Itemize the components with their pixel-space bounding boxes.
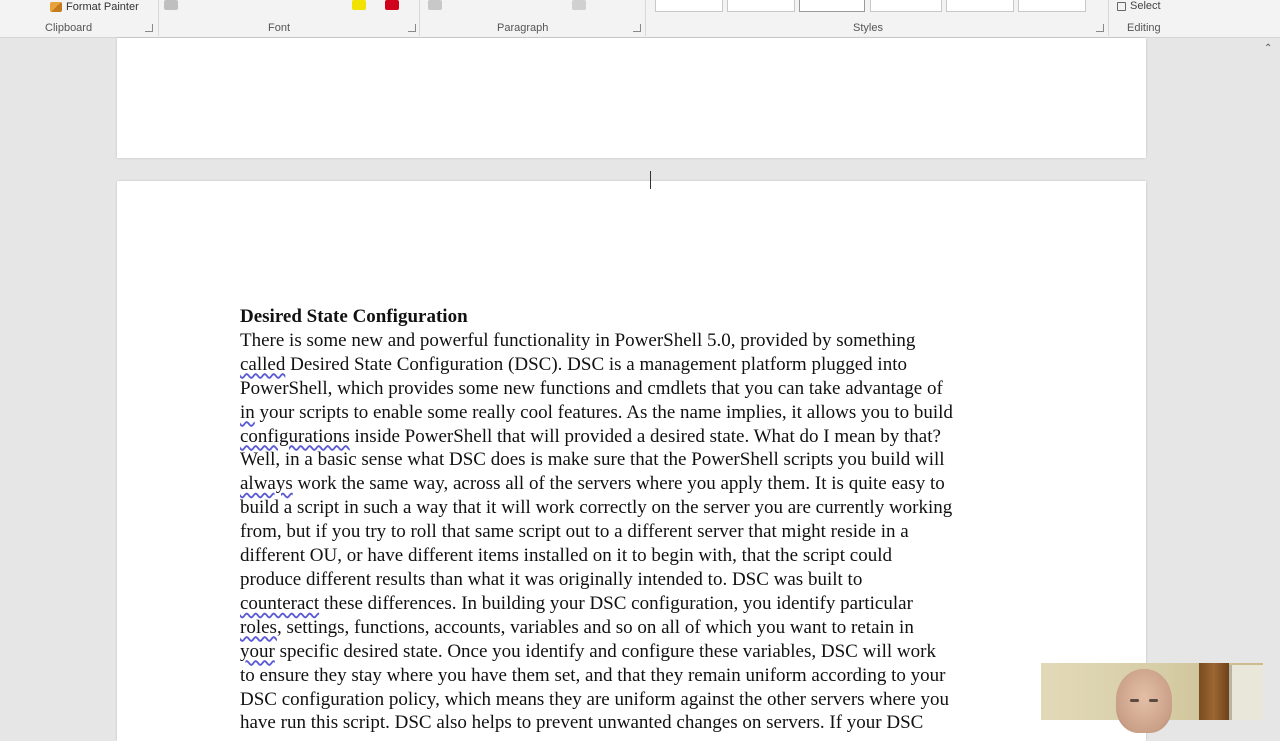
paragraph-line[interactable]: [240, 472, 1040, 496]
document-page-previous[interactable]: [117, 38, 1146, 158]
ribbon-separator: [419, 0, 420, 36]
select-label: Select: [1130, 0, 1161, 12]
format-painter-label: Format Painter: [66, 1, 139, 13]
group-label-font: Font: [268, 22, 291, 34]
style-normal[interactable]: [655, 0, 723, 12]
ribbon-separator: [645, 0, 646, 36]
align-left-icon[interactable]: [428, 0, 442, 10]
document-page[interactable]: [117, 181, 1146, 741]
format-painter-button[interactable]: [50, 0, 139, 14]
spelling-grammar-flag: counteract: [240, 592, 320, 614]
group-label-editing: Editing: [1127, 22, 1161, 34]
text-run: different OU, or have different items installed on it to begin with, that the script could: [240, 545, 893, 567]
select-button[interactable]: [1117, 0, 1161, 12]
text-run: , settings, functions, accounts, variables and so on all of which you want to retain in: [276, 616, 914, 638]
paragraph-line[interactable]: [240, 688, 1040, 712]
paragraph-line[interactable]: [240, 592, 1040, 616]
style-subtitle[interactable]: [1018, 0, 1086, 12]
spelling-grammar-flag: always: [240, 473, 293, 495]
select-cursor-icon: [1117, 2, 1126, 11]
group-label-paragraph: Paragraph: [497, 22, 549, 34]
text-run: produce different results than what it was originally intended to. DSC was built to: [240, 568, 863, 590]
ribbon-separator: [158, 0, 159, 36]
document-heading[interactable]: Desired State Configuration: [240, 306, 468, 327]
paragraph-launcher-icon[interactable]: [633, 24, 641, 32]
text-run: DSC configuration policy, which means they are uniform against the other servers where you: [240, 688, 949, 710]
document-paragraph[interactable]: [240, 329, 1040, 735]
shading-icon[interactable]: [572, 0, 586, 10]
spelling-grammar-flag: called: [240, 353, 286, 375]
paragraph-line[interactable]: [240, 448, 1040, 472]
text-run: specific desired state. Once you identify and configure these variables, DSC will work: [274, 640, 936, 662]
font-color-icon[interactable]: [385, 0, 399, 10]
text-run: There is some new and powerful functionality in PowerShell 5.0, provided by something: [240, 329, 916, 351]
text-cursor: [650, 171, 651, 189]
paragraph-line[interactable]: [240, 568, 1040, 592]
style-title[interactable]: [946, 0, 1014, 12]
webcam-door: [1199, 663, 1229, 720]
chevron-up-icon[interactable]: ⌃: [1264, 43, 1273, 54]
ribbon-commands: [0, 0, 1280, 18]
paragraph-line[interactable]: [240, 353, 1040, 377]
style-no-spacing[interactable]: [727, 0, 795, 12]
paragraph-line[interactable]: [240, 496, 1040, 520]
text-run: from, but if you try to roll that same script out to a different server that might reside in a: [240, 521, 909, 543]
paragraph-line[interactable]: [240, 329, 1040, 353]
webcam-overlay: [1041, 663, 1263, 720]
text-run: your scripts to enable some really cool features. As the name implies, it allows you to build: [254, 401, 953, 423]
paragraph-line[interactable]: [240, 544, 1040, 568]
presenter-eye: [1130, 699, 1139, 702]
presenter-eye: [1149, 699, 1158, 702]
webcam-window-frame: [1229, 665, 1263, 720]
bold-icon[interactable]: [164, 0, 178, 10]
spelling-grammar-flag: configurations: [240, 425, 350, 447]
presenter-face: [1116, 669, 1172, 733]
paragraph-line[interactable]: [240, 520, 1040, 544]
paragraph-line[interactable]: [240, 711, 1040, 735]
paintbrush-icon: [50, 2, 62, 12]
text-run: these differences. In building your DSC configuration, you identify particular: [319, 592, 913, 614]
font-launcher-icon[interactable]: [408, 24, 416, 32]
text-run: build a script in such a way that it will work correctly on the server you are currently working: [240, 497, 953, 519]
ribbon-group-labels: [0, 21, 1280, 54]
highlighter-icon[interactable]: [352, 0, 366, 10]
text-run: work the same way, across all of the servers where you apply them. It is quite easy to: [292, 473, 945, 495]
spelling-grammar-flag: roles: [240, 616, 277, 638]
paragraph-line[interactable]: [240, 401, 1040, 425]
group-label-styles: Styles: [853, 22, 883, 34]
styles-launcher-icon[interactable]: [1096, 24, 1104, 32]
group-label-clipboard: Clipboard: [45, 22, 93, 34]
paragraph-line[interactable]: [240, 616, 1040, 640]
text-run: PowerShell, which provides some new functions and cmdlets that you can take advantage of: [240, 377, 943, 399]
text-run: Desired State Configuration (DSC). DSC is a management platform plugged into: [285, 353, 907, 375]
style-heading-2[interactable]: [870, 0, 942, 12]
style-heading-1[interactable]: [799, 0, 865, 12]
ribbon-separator: [1108, 0, 1109, 36]
spelling-grammar-flag: your: [240, 640, 275, 662]
paragraph-line[interactable]: [240, 425, 1040, 449]
text-run: have run this script. DSC also helps to prevent unwanted changes on servers. If your DSC: [240, 712, 924, 734]
text-run: inside PowerShell that will provided a desired state. What do I mean by that?: [349, 425, 941, 447]
paragraph-line[interactable]: [240, 377, 1040, 401]
document-body[interactable]: [240, 305, 1040, 735]
spelling-grammar-flag: in: [240, 401, 255, 423]
clipboard-launcher-icon[interactable]: [145, 24, 153, 32]
text-run: to ensure they stay where you have them set, and that they remain uniform according to your: [240, 664, 946, 686]
paragraph-line[interactable]: [240, 664, 1040, 688]
ribbon: [0, 0, 1280, 54]
text-run: Well, in a basic sense what DSC does is make sure that the PowerShell scripts you build will: [240, 449, 945, 471]
paragraph-line[interactable]: [240, 640, 1040, 664]
